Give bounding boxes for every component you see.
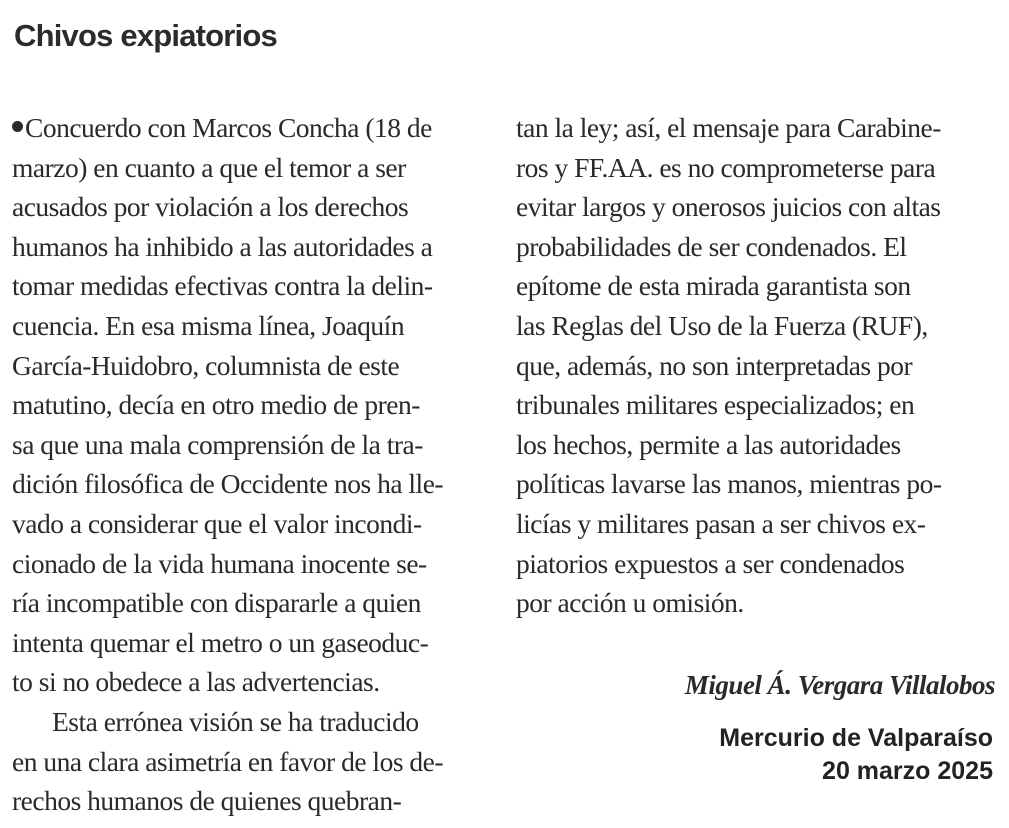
text-line: cionado de la vida humana inocente se-	[12, 547, 427, 579]
author-signature: Miguel Á. Vergara Villalobos	[684, 670, 995, 700]
text-line: García-Huidobro, columnista de este	[12, 349, 400, 381]
text-line: marzo) en cuanto a que el temor a ser	[12, 151, 406, 183]
text-line: acusados por violación a los derechos	[12, 191, 409, 223]
article-title: Chivos expiatorios	[14, 18, 277, 53]
publication-date: 20 marzo 2025	[822, 757, 993, 785]
text-line: Esta errónea visión se ha traducido	[52, 705, 419, 737]
text-line: cuencia. En esa misma línea, Joaquín	[12, 309, 405, 341]
text-line: ros y FF.AA. es no comprometerse para	[516, 151, 936, 183]
text-line: rechos humanos de quienes quebran-	[12, 785, 402, 817]
left-column	[12, 108, 497, 821]
text-line	[12, 108, 497, 148]
text-line: intenta quemar el metro o un gaseoduc-	[12, 626, 429, 658]
text-line: to si no obedece a las advertencias.	[12, 666, 380, 698]
text-line: políticas lavarse las manos, mientras po-	[516, 468, 942, 500]
text-line: probabilidades de ser condenados. El	[516, 230, 907, 262]
text-line: evitar largos y onerosos juicios con altas	[516, 191, 941, 223]
source-caption	[719, 722, 993, 788]
text-line: por acción u omisión.	[516, 587, 744, 619]
text-line: ría incompatible con dispararle a quien	[12, 587, 421, 619]
text-line: epítome de esta mirada garantista son	[516, 270, 911, 302]
text-line: tan la ley; así, el mensaje para Carabine-	[516, 112, 941, 143]
text-line: sa que una mala comprensión de la tra-	[12, 428, 423, 460]
text-line: tomar medidas efectivas contra la delin-	[12, 270, 433, 302]
bullet-icon	[12, 121, 23, 132]
text-line: matutino, decía en otro medio de pren-	[12, 389, 420, 421]
text-line: licías y militares pasan a ser chivos ex-	[516, 507, 926, 539]
text-line: dición filosófica de Occidente nos ha lle-	[12, 468, 444, 500]
text-line: tribunales militares especializados; en	[516, 389, 915, 421]
right-column	[516, 108, 1001, 623]
text-line: humanos ha inhibido a las autoridades a	[12, 230, 433, 262]
text-line: que, además, no son interpretadas por	[516, 349, 913, 381]
text-line: vado a considerar que el valor incondi-	[12, 507, 422, 539]
publication-name: Mercurio de Valparaíso	[719, 724, 993, 752]
text-line: las Reglas del Uso de la Fuerza (RUF),	[516, 309, 928, 341]
text-line: los hechos, permite a las autoridades	[516, 428, 901, 460]
text-line-content: Concuerdo con Marcos Concha (18 de	[25, 112, 432, 143]
text-line: en una clara asimetría en favor de los de-	[12, 745, 444, 777]
text-line: piatorios expuestos a ser condenados	[516, 547, 905, 579]
